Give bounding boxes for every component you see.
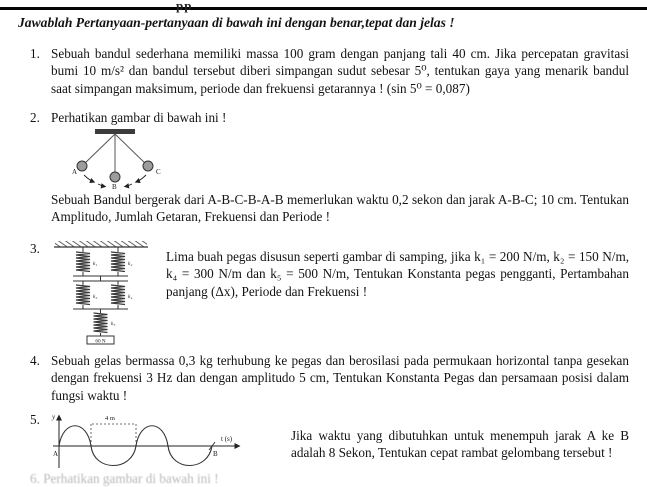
springs-figure bbox=[51, 241, 156, 344]
pendulum-string-left bbox=[82, 134, 115, 166]
swing-arrow-left-2 bbox=[98, 184, 105, 187]
spring-coil-k1 bbox=[76, 252, 90, 272]
question-3-text: Lima buah pegas disusun seperti gambar di samping, jika k₁ = 200 N/m, k₂ = 150 N/m, k₄ = 300 N/m dan k₅ = 500 N/m, Tentukan Konstanta pegas pengganti, Pertambahan panjang (Δx), Periode dan Frekuensi ! bbox=[166, 249, 629, 299]
swing-arrow-right-1 bbox=[136, 175, 146, 182]
spring-label-k3: k₃ bbox=[93, 294, 98, 301]
question-4-number: 4. bbox=[30, 353, 40, 369]
question-2-number: 2. bbox=[30, 109, 40, 125]
pendulum-string-right bbox=[115, 134, 148, 166]
t-axis-label: t (s) bbox=[221, 434, 233, 443]
spring-label-k1: k₁ bbox=[93, 261, 98, 268]
question-2 bbox=[30, 109, 629, 225]
clipped-bottom-text: 6. Perhatikan gambar di bawah ini ! bbox=[30, 471, 219, 486]
pendulum-label-b: B bbox=[112, 182, 117, 191]
question-4-text: Sebuah gelas bermassa 0,3 kg terhubung ke pegas dan berosilasi pada permukaan horizontal tanpa gesekan dengan frekuensi 3 Hz dan dengan amplitudo 5 cm, Tentukan Konstanta Pegas dan persamaan posisi dalam fungsi waktu ! bbox=[51, 353, 629, 403]
worksheet-instruction-heading: Jawablah Pertanyaan-pertanyaan di bawah ini dengan benar,tepat dan jelas ! bbox=[18, 14, 455, 30]
question-5 bbox=[30, 411, 629, 473]
top-rule bbox=[0, 7, 647, 10]
pendulum-label-a: A bbox=[72, 167, 78, 176]
ceiling-hatch bbox=[55, 241, 147, 247]
question-1-number: 1. bbox=[30, 46, 40, 62]
swing-arrow-left-1 bbox=[84, 175, 94, 182]
pendulum-bob-a bbox=[77, 161, 87, 171]
question-1-text: Sebuah bandul sederhana memiliki massa 100 gram dengan panjang tali 40 cm. Jika percepatan gravitasi bumi 10 m/s² dan bandul tersebut diberi simpangan sudut sebesar 5⁰, tentukan gaya yang menarik bandul saat simpangan maksimum, periode dan frekuensi getarannya ! (sin 5⁰ = 0,087) bbox=[51, 46, 629, 96]
swing-arrow-right-2 bbox=[125, 184, 132, 187]
top-fragment-text: pp bbox=[176, 0, 193, 13]
pendulum-label-c: C bbox=[156, 167, 161, 176]
spring-coil-k3 bbox=[76, 285, 90, 305]
spring-label-k2: k₂ bbox=[128, 261, 133, 268]
spring-label-k4: k₄ bbox=[128, 294, 133, 301]
load-label: 60 N bbox=[95, 338, 106, 345]
question-3 bbox=[30, 240, 629, 344]
question-1 bbox=[30, 45, 629, 96]
spring-label-k5: k₅ bbox=[111, 321, 116, 328]
spring-coil-k5 bbox=[94, 313, 108, 333]
question-5-number: 5. bbox=[30, 411, 40, 427]
pendulum-support-bar bbox=[95, 129, 135, 134]
span-label: 4 m bbox=[105, 414, 115, 422]
y-axis-label: y bbox=[52, 412, 56, 421]
spring-coil-k2 bbox=[111, 252, 125, 272]
wave-label-a: A bbox=[53, 449, 59, 458]
question-2-text: Sebuah Bandul bergerak dari A-B-C-B-A-B memerlukan waktu 0,2 sekon dan jarak A-B-C; 10 cm. Tentukan Amplitudo, Jumlah Getaran, Frekuensi dan Periode ! bbox=[51, 191, 629, 225]
question-3-number: 3. bbox=[30, 241, 40, 257]
question-2-intro: Perhatikan gambar di bawah ini ! bbox=[51, 109, 227, 125]
question-4 bbox=[30, 352, 629, 403]
pendulum-bob-b bbox=[110, 172, 120, 182]
pendulum-figure bbox=[69, 128, 164, 190]
spring-coil-k4 bbox=[111, 285, 125, 305]
pendulum-bob-c bbox=[143, 161, 153, 171]
wave-label-b: B bbox=[213, 449, 218, 458]
clipped-bottom-line bbox=[30, 470, 629, 486]
wave-figure bbox=[51, 411, 251, 473]
question-5-text: Jika waktu yang dibutuhkan untuk menempuh jarak A ke B adalah 8 Sekon, Tentukan cepat rambat gelombang tersebut ! bbox=[291, 427, 629, 460]
